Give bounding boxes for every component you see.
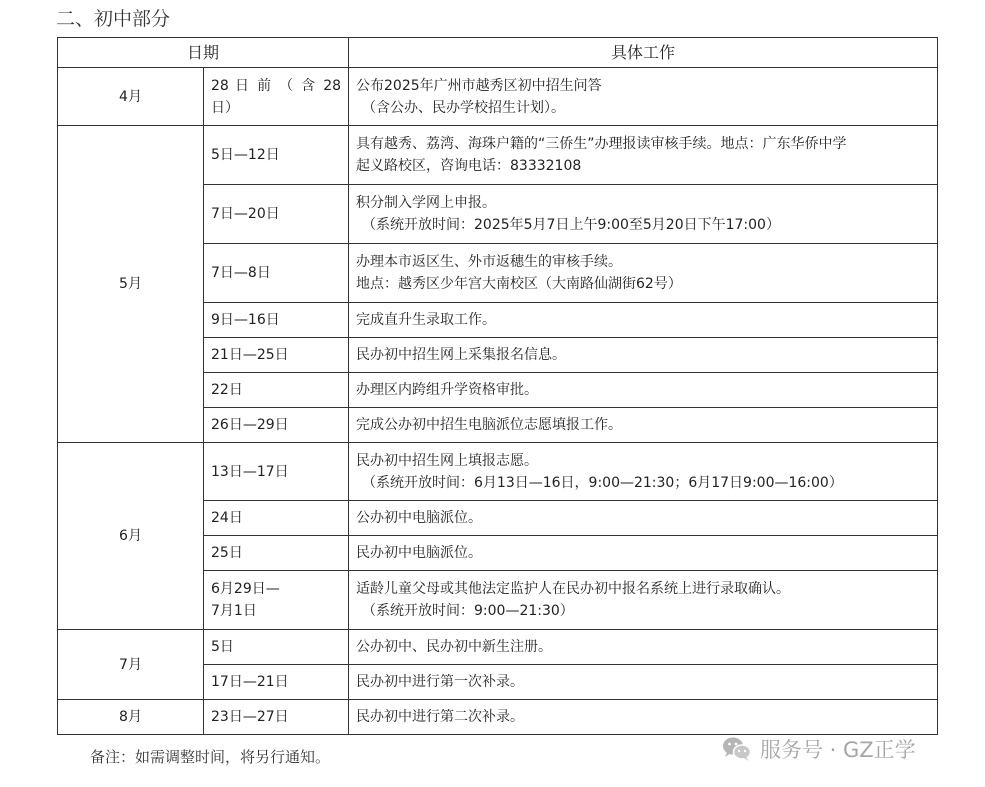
work-cell: [349, 185, 938, 244]
table-row: [58, 443, 938, 501]
footnote: 备注：如需调整时间，将另行通知。: [90, 748, 331, 766]
day-text: 17日—21日: [211, 674, 289, 690]
day-cell: [204, 303, 349, 338]
work-text: 公办初中、民办初中新生注册。: [356, 639, 553, 655]
day-cell: [204, 373, 349, 408]
day-text: 5日—12日: [211, 147, 280, 163]
work-text: 民办初中进行第二次补录。: [356, 709, 525, 725]
day-cell: [204, 126, 349, 185]
table-row: [58, 700, 938, 735]
table-row: [58, 68, 938, 126]
header-date: 日期: [58, 38, 349, 68]
day-text: 28 日 前 （ 含 28: [211, 77, 342, 94]
day-text: 24日: [211, 510, 243, 526]
day-text: 22日: [211, 382, 243, 398]
work-text: 具有越秀、荔湾、海珠户籍的“三侨生”办理报读审核手续。地点：广东华侨中学: [356, 136, 847, 152]
table-body: [58, 68, 938, 735]
work-text: 民办初中招生网上填报志愿。: [356, 452, 539, 469]
work-text: （含公办、民办学校招生计划）。: [362, 99, 566, 116]
day-text: 6月29日—: [211, 581, 280, 597]
day-cell: [204, 571, 349, 630]
table-row: [58, 126, 938, 185]
work-text: 民办初中招生网上采集报名信息。: [356, 347, 567, 363]
work-cell: [349, 244, 938, 303]
work-text: 适龄儿童父母或其他法定监护人在民办初中报名系统上进行录取确认。: [356, 581, 791, 597]
day-cell: [204, 244, 349, 303]
work-text: 积分制入学网上申报。: [356, 195, 497, 211]
day-cell: [204, 408, 349, 443]
work-text: 公办初中电脑派位。: [356, 510, 483, 526]
work-text: 民办初中进行第一次补录。: [356, 674, 525, 690]
month-cell: 8月: [58, 700, 204, 735]
day-cell: [204, 68, 349, 126]
day-text: 5日: [211, 639, 234, 655]
work-cell: [349, 501, 938, 536]
work-text: 公布2025年广州市越秀区初中招生问答: [356, 77, 602, 94]
header-work: 具体工作: [349, 38, 938, 68]
day-text: 7日—20日: [211, 206, 280, 222]
work-cell: [349, 126, 938, 185]
day-text: 9日—16日: [211, 312, 280, 328]
enrollment-schedule-table: [57, 37, 938, 735]
watermark-text: 服务号 · GZ正学: [760, 738, 916, 762]
work-cell: [349, 665, 938, 700]
work-cell: [349, 303, 938, 338]
work-text: （系统开放时间：6月13日—16日，9:00—21:30；6月17日9:00—16:00）: [362, 474, 843, 491]
day-cell: [204, 443, 349, 501]
day-cell: [204, 700, 349, 735]
day-text: 13日—17日: [211, 463, 289, 480]
work-text: 民办初中电脑派位。: [356, 545, 483, 561]
day-cell: [204, 536, 349, 571]
day-text: 7月1日: [211, 603, 257, 619]
table-row: [58, 630, 938, 665]
day-text: 25日: [211, 545, 243, 561]
day-cell: [204, 185, 349, 244]
day-text: 日）: [211, 99, 239, 116]
day-text: 23日—27日: [211, 709, 289, 725]
day-cell: [204, 338, 349, 373]
section-title: 二、初中部分: [56, 8, 171, 30]
day-text: 26日—29日: [211, 417, 289, 433]
work-cell: [349, 700, 938, 735]
work-cell: [349, 338, 938, 373]
day-cell: [204, 501, 349, 536]
table-header-row: [58, 38, 938, 68]
wechat-icon: [722, 736, 752, 762]
work-text: （系统开放时间：9:00—21:30）: [362, 603, 574, 619]
watermark: [722, 734, 916, 764]
work-text: 完成直升生录取工作。: [356, 312, 497, 328]
work-cell: [349, 373, 938, 408]
day-text: 7日—8日: [211, 265, 271, 281]
month-cell: 7月: [58, 630, 204, 700]
month-cell: 4月: [58, 68, 204, 126]
month-cell: 6月: [58, 443, 204, 630]
work-cell: [349, 408, 938, 443]
work-text: 起义路校区，咨询电话：83332108: [356, 158, 582, 174]
month-cell: 5月: [58, 126, 204, 443]
day-text: 21日—25日: [211, 347, 289, 363]
work-cell: [349, 571, 938, 630]
work-cell: [349, 68, 938, 126]
work-text: 地点：越秀区少年宫大南校区（大南路仙湖街62号）: [356, 276, 682, 292]
work-text: 办理本市返区生、外市返穗生的审核手续。: [356, 254, 623, 270]
work-cell: [349, 536, 938, 571]
work-text: 办理区内跨组升学资格审批。: [356, 382, 539, 398]
day-cell: [204, 630, 349, 665]
work-text: 完成公办初中招生电脑派位志愿填报工作。: [356, 417, 623, 433]
work-text: （系统开放时间：2025年5月7日上午9:00至5月20日下午17:00）: [362, 217, 780, 233]
day-cell: [204, 665, 349, 700]
work-cell: [349, 443, 938, 501]
work-cell: [349, 630, 938, 665]
